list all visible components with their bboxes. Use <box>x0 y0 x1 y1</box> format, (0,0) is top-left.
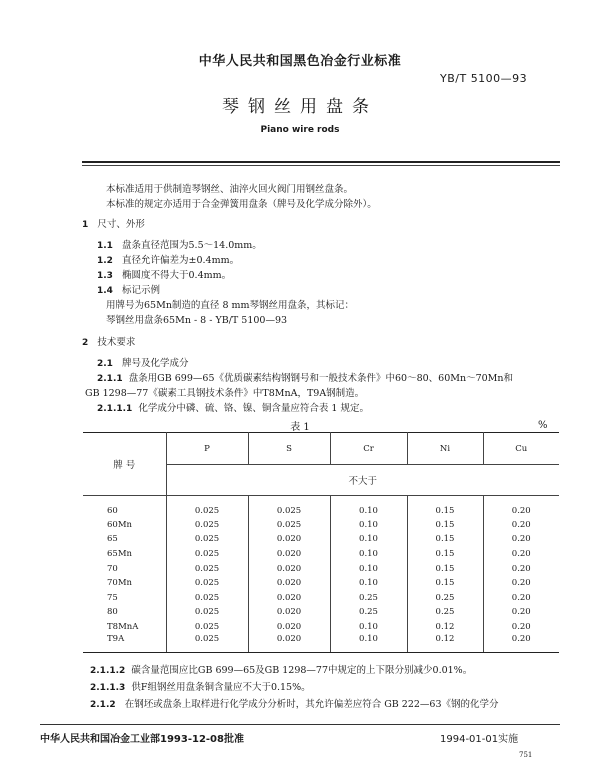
clause-text: 供F组钢丝用盘条铜含量应不大于0.15%。 <box>131 682 311 693</box>
grade-cell: T9A <box>83 634 166 653</box>
clause-number: 1.4 <box>97 286 113 296</box>
clause-2-1 <box>97 355 189 369</box>
value-cell-cr: 0.10 <box>330 576 407 591</box>
clause-text: 化学成分中磷、硫、铬、镍、铜含量应符合表 1 规定。 <box>138 403 369 414</box>
element-header-s: S <box>248 433 330 465</box>
clause-number: 2.1.1 <box>97 374 123 384</box>
clause-number: 2.1 <box>97 359 113 369</box>
clause-number: 2.1.1.2 <box>90 666 126 676</box>
value-cell-cr: 0.25 <box>330 590 407 605</box>
value-cell-cr: 0.10 <box>330 532 407 547</box>
clause-text: 盘条直径范围为5.5～14.0mm。 <box>122 240 262 251</box>
value-cell-s: 0.025 <box>248 496 330 518</box>
header-rule-thin <box>82 165 560 166</box>
value-cell-cu: 0.20 <box>511 505 531 516</box>
table-body <box>83 496 559 653</box>
clause-number: 2.1.1.1 <box>97 404 133 414</box>
value-cell-ni: 0.12 <box>407 620 483 635</box>
value-cell-ni: 0.15 <box>407 576 483 591</box>
marking-example-line-1: 用牌号为65Mn制造的直径 8 mm琴钢丝用盘条，其标记： <box>106 300 355 311</box>
value-cell-s: 0.020 <box>248 561 330 576</box>
value-cell-p: 0.025 <box>166 576 248 591</box>
element-header-p: P <box>166 433 248 465</box>
element-header-cr: Cr <box>330 433 407 465</box>
value-cell-p: 0.025 <box>166 532 248 547</box>
table-row <box>83 576 559 591</box>
clause-2-1-1-1 <box>97 400 369 414</box>
grade-header-cell <box>83 433 166 496</box>
marking-example-line-2: 琴钢丝用盘条65Mn - 8 - YB/T 5100—93 <box>106 315 288 326</box>
value-cell-ni: 0.15 <box>407 547 483 562</box>
value-cell-s: 0.020 <box>248 605 330 620</box>
clause-2-1-1 <box>97 370 513 384</box>
grade-cell: 65 <box>83 532 166 547</box>
value-cell-p: 0.025 <box>166 634 248 653</box>
clause-text: 椭圆度不得大于0.4mm。 <box>122 270 232 281</box>
grade-cell: 80 <box>83 605 166 620</box>
value-cell-cr: 0.10 <box>330 561 407 576</box>
value-cell-cu: 0.20 <box>511 519 531 530</box>
value-cell-cr: 0.10 <box>330 547 407 562</box>
element-header-ni: Ni <box>407 433 483 465</box>
clause-1-1 <box>97 237 262 251</box>
value-cell-cu: 0.20 <box>511 563 531 574</box>
value-cell-s: 0.020 <box>248 620 330 635</box>
value-cell-cr: 0.25 <box>330 605 407 620</box>
value-cell-ni: 0.15 <box>407 561 483 576</box>
value-cell-cr: 0.10 <box>330 518 407 533</box>
clause-1-2 <box>97 252 239 266</box>
clause-text: 牌号及化学成分 <box>122 358 189 369</box>
value-cell-p: 0.025 <box>166 518 248 533</box>
grade-cell: 75 <box>83 590 166 605</box>
value-cell-p: 0.025 <box>166 605 248 620</box>
grade-cell: T8MnA <box>83 620 166 635</box>
table-row <box>83 561 559 576</box>
clause-2-1-1-2 <box>90 662 472 676</box>
value-cell-cr: 0.10 <box>330 496 407 518</box>
table-row <box>83 605 559 620</box>
standard-number: YB/T 5100—93 <box>440 72 528 85</box>
table-row <box>83 634 559 653</box>
grade-cell: 60 <box>83 496 166 518</box>
value-cell-p: 0.025 <box>166 547 248 562</box>
clause-number: 1.3 <box>97 271 113 281</box>
value-cell-cr: 0.10 <box>330 620 407 635</box>
table-unit: % <box>538 420 548 431</box>
value-cell-cu: 0.20 <box>483 634 559 653</box>
intro-line-1: 本标准适用于供制造琴钢丝、油淬火回火阀门用钢丝盘条。 <box>106 184 354 195</box>
table-row <box>83 496 559 518</box>
document-title: 琴钢丝用盘条 <box>222 97 378 117</box>
page-number: 751 <box>519 751 533 759</box>
value-cell-p: 0.025 <box>166 590 248 605</box>
clause-text: 盘条用GB 699—65《优质碳素结构钢钢号和一般技术条件》中60～80、60Mn～70Mn和 <box>128 373 514 384</box>
table-row <box>83 620 559 635</box>
value-cell-cu: 0.20 <box>511 621 531 632</box>
clause-1-4 <box>97 282 160 296</box>
value-cell-ni: 0.25 <box>407 605 483 620</box>
value-cell-p: 0.025 <box>166 561 248 576</box>
document-title-english: Piano wire rods <box>260 125 340 135</box>
value-cell-cu: 0.20 <box>511 534 531 545</box>
value-cell-cr: 0.10 <box>330 634 407 653</box>
value-cell-cu: 0.20 <box>511 607 531 618</box>
issuing-authority-title: 中华人民共和国黑色冶金行业标准 <box>198 54 402 69</box>
footer-rule <box>40 724 560 725</box>
section-title: 尺寸、外形 <box>97 219 145 230</box>
approval-line: 中华人民共和国冶金工业部1993-12-08批准 <box>40 734 244 745</box>
value-cell-cu: 0.20 <box>511 548 531 559</box>
header-rule-thick <box>82 161 560 163</box>
clause-number: 2.1.2 <box>90 700 116 710</box>
clause-text: 标记示例 <box>122 285 161 296</box>
grade-header: 牌 号 <box>113 460 136 471</box>
value-cell-s: 0.020 <box>248 634 330 653</box>
clause-number: 1.1 <box>97 241 113 251</box>
value-cell-ni: 0.15 <box>407 518 483 533</box>
table-row <box>83 532 559 547</box>
value-cell-ni: 0.15 <box>407 496 483 518</box>
section-title: 技术要求 <box>97 337 136 348</box>
clause-2-1-1-continued: GB 1298—77《碳素工具钢技术条件》中T8MnA，T9A钢制造。 <box>85 388 365 399</box>
value-cell-cu: 0.20 <box>511 592 531 603</box>
clause-2-1-2 <box>90 696 499 710</box>
section-number: 1 <box>82 220 89 230</box>
grade-cell: 70 <box>83 561 166 576</box>
value-cell-ni: 0.15 <box>407 532 483 547</box>
grade-cell: 70Mn <box>83 576 166 591</box>
clause-text: 直径允许偏差为±0.4mm。 <box>122 255 240 266</box>
chemical-composition-table <box>83 432 559 653</box>
value-cell-s: 0.020 <box>248 590 330 605</box>
value-cell-p: 0.025 <box>166 620 248 635</box>
clause-2-1-1-3 <box>90 679 311 693</box>
value-cell-s: 0.020 <box>248 547 330 562</box>
table-row <box>83 547 559 562</box>
value-cell-s: 0.020 <box>248 532 330 547</box>
grade-cell: 60Mn <box>83 518 166 533</box>
section-number: 2 <box>82 338 89 348</box>
table-caption: 表 1 <box>290 422 310 433</box>
clause-number: 1.2 <box>97 256 113 266</box>
section-1-heading <box>82 216 145 230</box>
clause-text: 碳含量范围应比GB 699—65及GB 1298—77中规定的上下限分别减少0.01%。 <box>131 665 473 676</box>
grade-cell: 65Mn <box>83 547 166 562</box>
clause-text: 在钢坯或盘条上取样进行化学成分分析时，其允许偏差应符合 GB 222—63《钢的化学分 <box>124 699 499 710</box>
clause-1-3 <box>97 267 231 281</box>
value-cell-s: 0.020 <box>248 576 330 591</box>
value-cell-p: 0.025 <box>166 496 248 518</box>
value-cell-s: 0.025 <box>248 518 330 533</box>
value-cell-ni: 0.12 <box>407 634 483 653</box>
intro-line-2: 本标准的规定亦适用于合金弹簧用盘条（牌号及化学成分除外）。 <box>106 199 377 210</box>
table-row <box>83 518 559 533</box>
limit-label: 不大于 <box>166 465 559 496</box>
value-cell-cu: 0.20 <box>511 578 531 589</box>
effective-date: 1994-01-01实施 <box>440 734 519 745</box>
section-2-heading <box>82 334 135 348</box>
element-header-cu: Cu <box>483 433 559 465</box>
table-row <box>83 590 559 605</box>
value-cell-ni: 0.25 <box>407 590 483 605</box>
clause-number: 2.1.1.3 <box>90 683 126 693</box>
